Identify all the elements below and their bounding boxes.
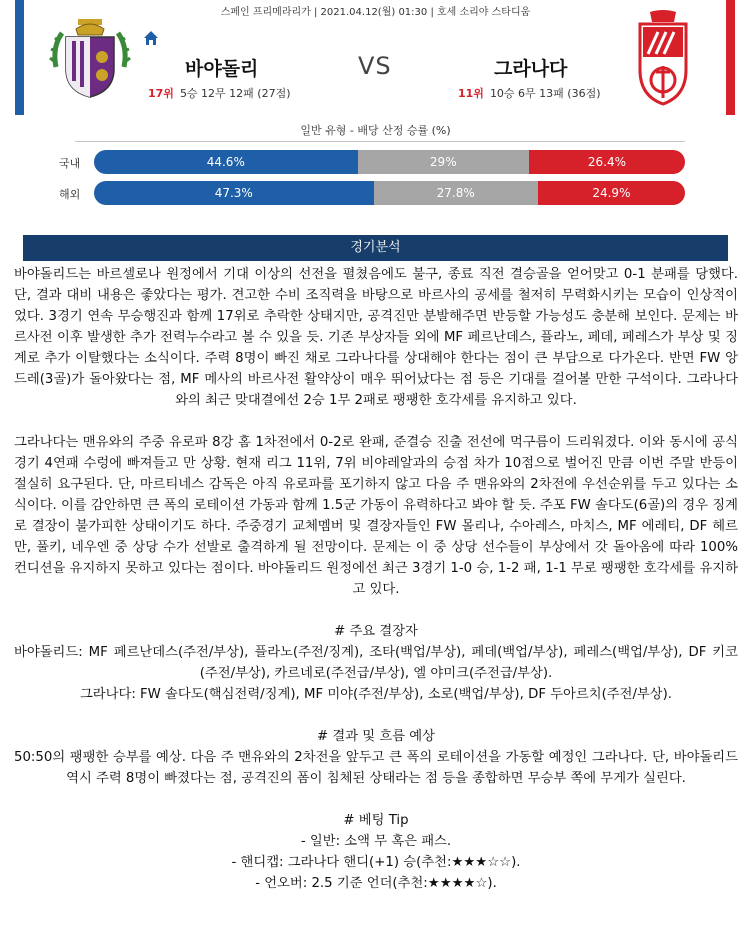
away-team-record [458, 85, 601, 101]
tips-heading: # 베팅 Tip [343, 813, 409, 828]
away-absentees: 그라나다: FW 솔다도(핵심전력/징계), MF 미야(주전/부상), 소로(백업/부상), DF 두아르치(주전/부상). [79, 687, 673, 702]
away-win-segment: 24.9% [538, 181, 685, 205]
odds-row-label: 해외 [59, 188, 81, 201]
odds-row-domestic [0, 150, 751, 174]
prediction-heading: # 결과 및 흐름 예상 [317, 729, 435, 744]
versus-label: VS [358, 52, 392, 80]
odds-divider [75, 141, 685, 142]
absentees-heading: # 주요 결장자 [334, 624, 418, 639]
match-info: 스페인 프리메라리가 | 2021.04.12(월) 01:30 | 호세 소리야 스타디움 [220, 7, 531, 18]
draw-segment: 29% [358, 150, 529, 174]
home-analysis-paragraph: 바야돌리드는 바르셀로나 원정에서 기대 이상의 선전을 펼쳤음에도 불구, 종료 직전 결승골을 얻어맞고 0-1 분패를 당했다. 단, 결과 대비 내용은 좋았다는 평가. 견고한 수비 조직력을 바탕으로 바르사의 공세를 철저히 무력화시키는 모습이 인상적이었다. 3경기 연속 무승행진과 함께 17위로 추락한 상태지만, 공격진만 분발해주면 반등할 가능성도 충분해 보인다. 문제는 바르사전 이후 발생한 추가 전력누수라고 볼 수 있을 듯. 기존 부상자들 외에 MF 페르난데스, 플라노, 페데, 페레스가 부상 및 징계로 추가 이탈했다는 소식이다. 주력 8명이 빠진 채로 그라나다를 상대해야 한다는 점이 큰 부담으로 다가온다. 반면 FW 앙드레(3골)가 돌아왔다는 점, MF 메사의 바르사전 활약상이 매우 뛰어났다는 점 등은 기대를 걸어볼 만한 구석이다. 그라나다와의 최근 맞대결에선 2승 1무 2패로 팽팽한 호각세를 유지하고 있다. [14, 267, 738, 408]
home-team-stats: 5승 12무 12패 (27점) [179, 87, 291, 100]
tip-item: - 언오버: 2.5 기준 언더(추천:★★★★☆). [255, 876, 497, 891]
odds-title: 일반 유형 - 배당 산정 승률 (%) [300, 124, 451, 137]
home-team-logo [48, 17, 132, 101]
odds-bar [94, 150, 685, 174]
odds-row-label: 국내 [59, 157, 81, 170]
prediction-text: 50:50의 팽팽한 승부를 예상. 다음 주 맨유와의 2차전을 앞두고 큰 폭의 로테이션을 가동할 예정인 그라나다. 단, 바야돌리드 역시 주력 8명이 빠졌다는 점, 공격진의 폼이 침체된 상태라는 점 등을 종합하면 무승부 쪽에 무게가 실린다. [14, 750, 738, 786]
analysis-heading: 경기분석 [23, 235, 728, 261]
tip-item: - 일반: 소액 무 혹은 패스. [300, 834, 452, 849]
away-analysis-paragraph: 그라나다는 맨유와의 주중 유로파 8강 홈 1차전에서 0-2로 완패, 준결승 진출 전선에 먹구름이 드리워졌다. 이와 동시에 공식경기 4연패 수렁에 빠져들고 만 상황. 현재 리그 11위, 7위 비야레알과의 승점 차가 10점으로 벌어진 만큼 이번 주말 반등이 절실히 요구된다. 단, 마르티네스 감독은 아직 유로파를 포기하지 않고 다음 주 맨유와의 2차전에 우선순위를 두고 있다는 소식이다. 이를 감안하면 큰 폭의 로테이션 가동과 함께 1.5군 가동이 유력하다고 봐야 할 듯. 주포 FW 솔다도(6골)의 경우 징계로 결장이 불가피한 상태이기도 하다. 주중경기 교체멤버 및 결장자들인 FW 몰리나, 수아레스, 마치스, MF 에레티, DF 헤르만, 풀키, 네우엔 중 상당 수가 선발로 출격하게 될 전망이다. 문제는 이 중 상당 선수들이 부상에서 갓 돌아옴에 따라 100% 컨디션을 유지하지 못하고 있다는 점이다. 바야돌리드 원정에선 최근 3경기 1-0 승, 1-2 패, 1-1 무로 팽팽한 호각세를 유지하고 있다. [14, 435, 738, 597]
away-team-name: 그라나다 [494, 58, 568, 80]
analysis-article [14, 264, 738, 894]
away-team-stats: 10승 6무 13패 (36점) [489, 87, 601, 100]
home-team-name: 바야돌리 [185, 58, 259, 80]
away-win-segment: 26.4% [529, 150, 685, 174]
draw-segment: 27.8% [374, 181, 538, 205]
away-team-rank: 11위 [458, 87, 484, 100]
tip-item: - 핸디캡: 그라나다 핸디(+1) 승(추천:★★★☆☆). [231, 855, 521, 870]
odds-row-overseas [0, 181, 751, 205]
odds-bar [94, 181, 685, 205]
home-win-segment: 44.6% [94, 150, 358, 174]
home-icon[interactable] [143, 30, 159, 46]
match-header [0, 0, 751, 115]
home-team-rank: 17위 [148, 87, 174, 100]
home-team-record [148, 85, 291, 101]
home-win-segment: 47.3% [94, 181, 374, 205]
home-absentees: 바야돌리드: MF 페르난데스(주전/부상), 플라노(주전/징계), 조타(백업/부상), 페데(백업/부상), 페레스(백업/부상), DF 키코(주전/부상), 카르네로(주전급/부상), 엘 야미크(주전급/부상). [14, 645, 738, 681]
away-team-logo [634, 8, 692, 108]
